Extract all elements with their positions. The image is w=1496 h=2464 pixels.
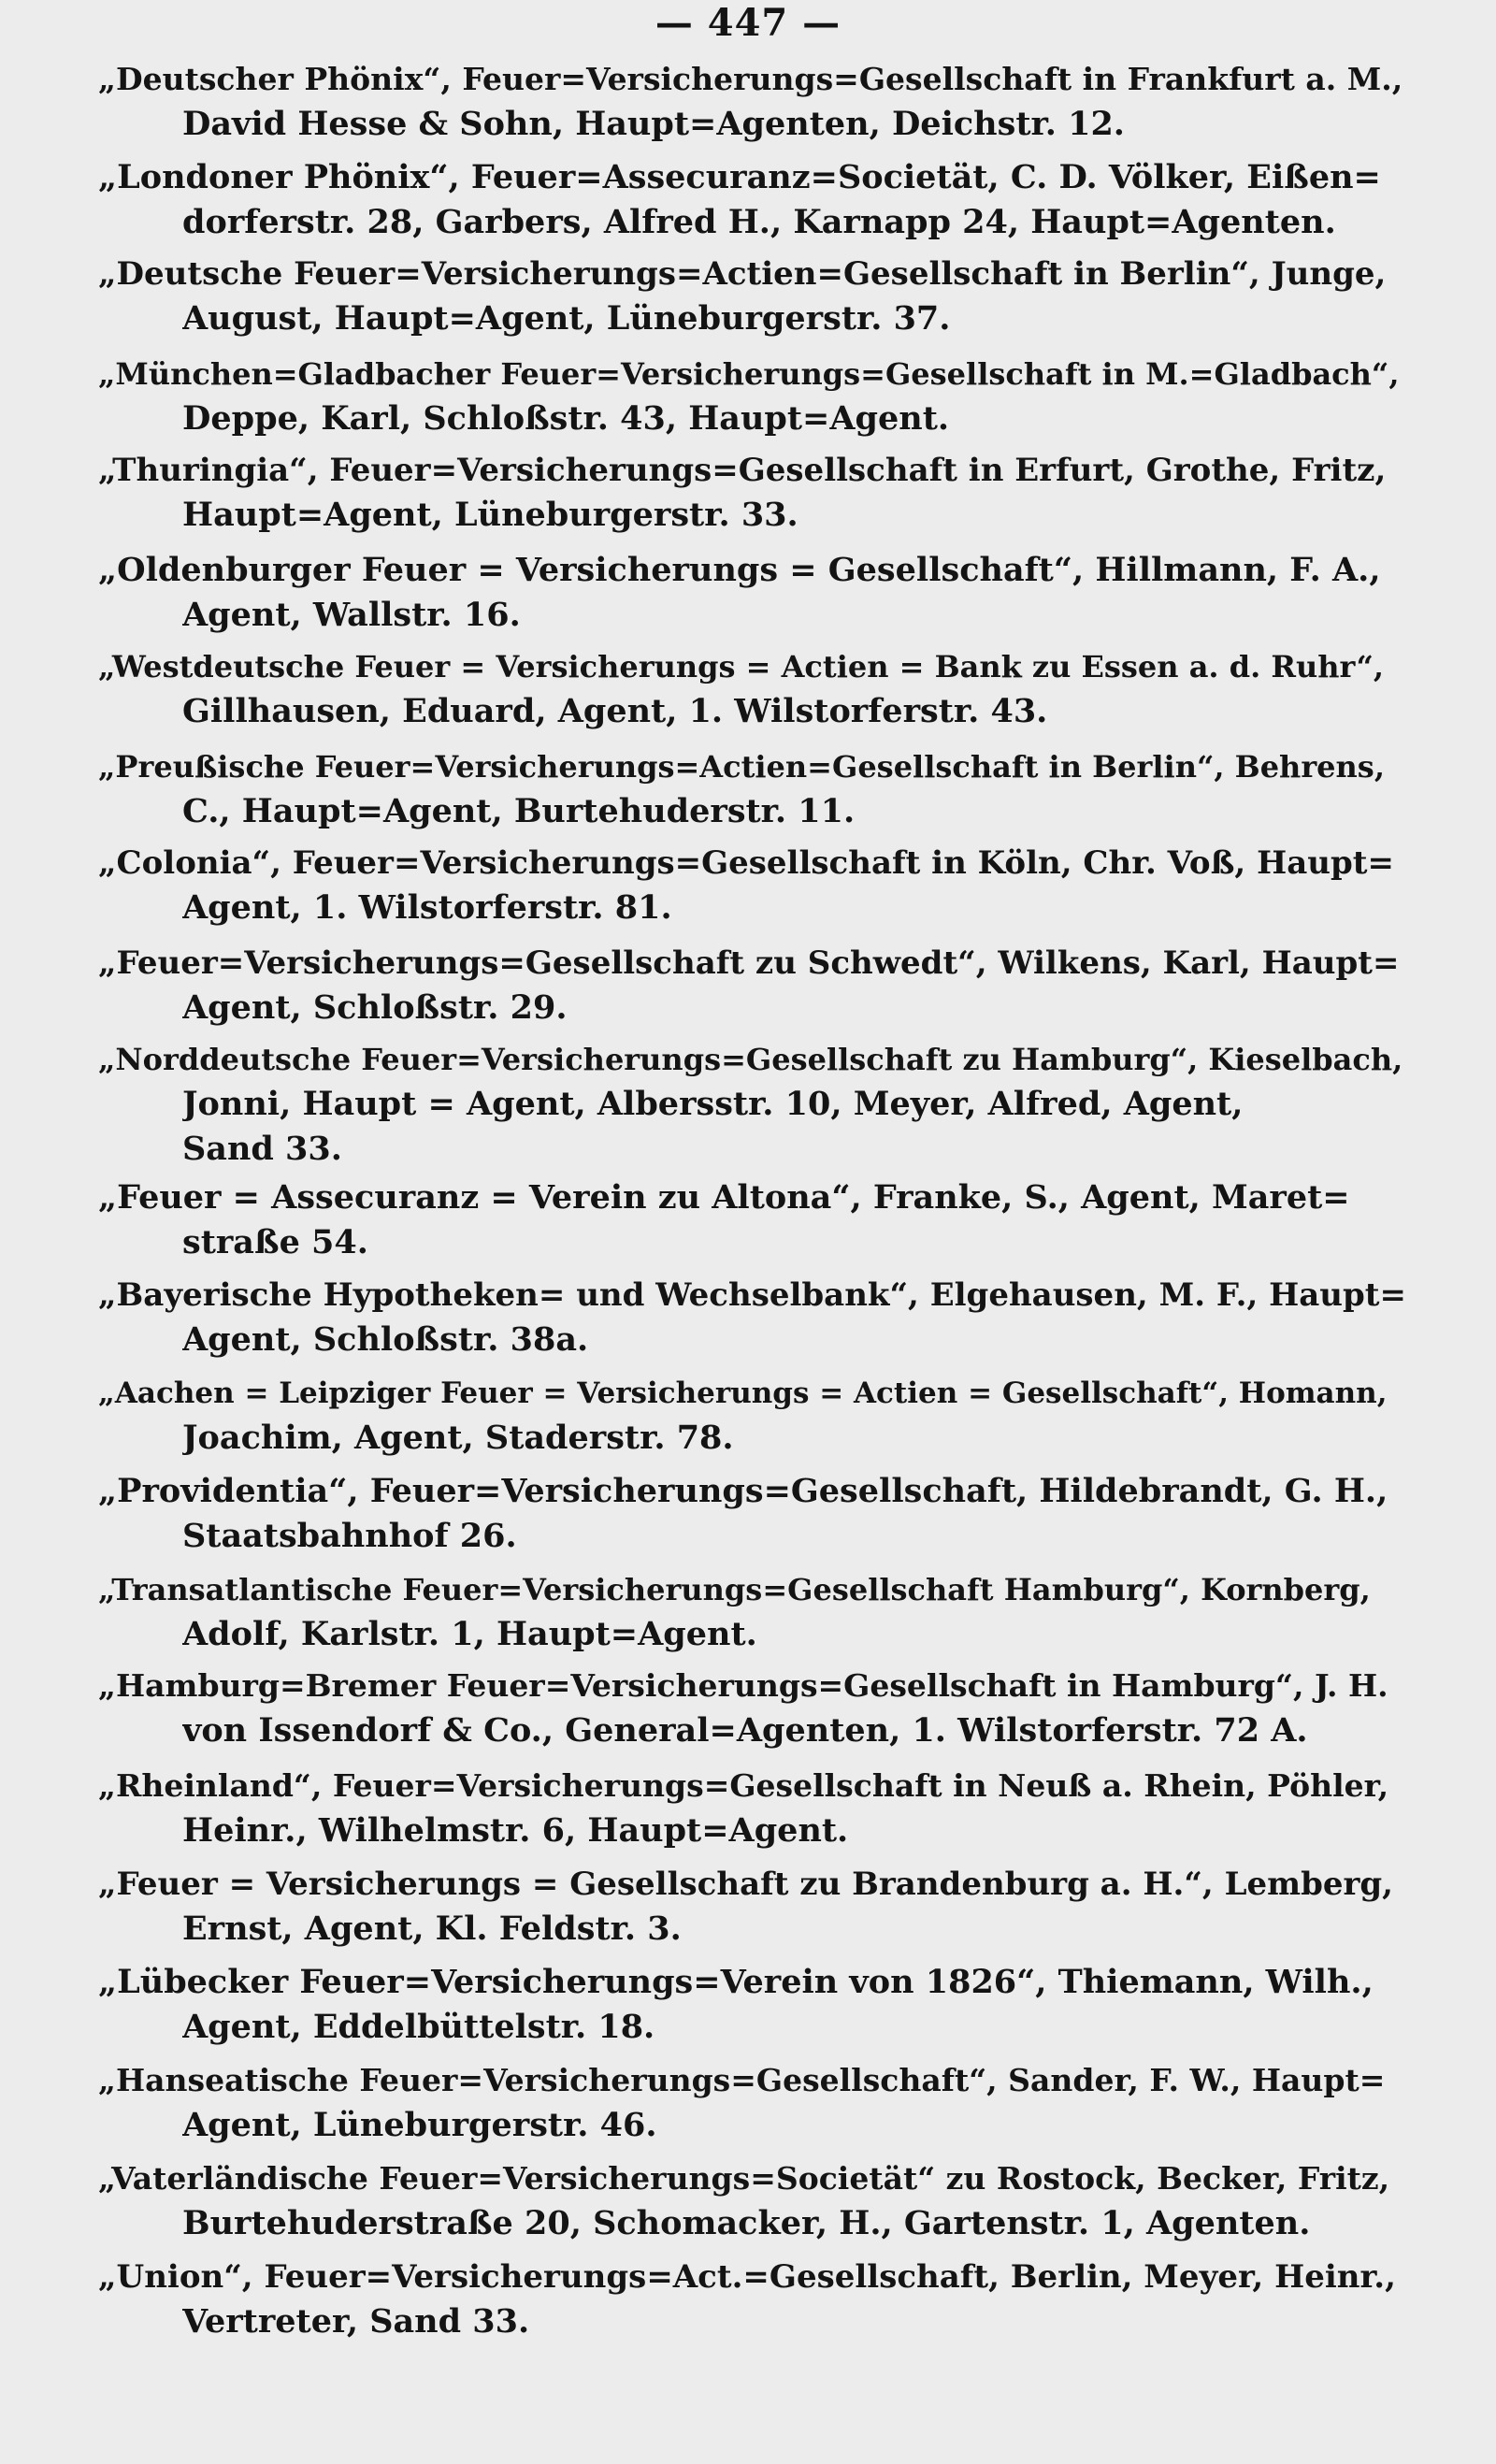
entry-first-line: „Lübecker Feuer=Versicherungs=Verein von 1826“, Thiemann, Wilh., [98,1963,1374,2001]
entry-first-line: „Norddeutsche Feuer=Versicherungs=Gesellschaft zu Hamburg“, Kieselbach, [98,1042,1403,1077]
entry-continuation-line: Joachim, Agent, Staderstr. 78. [182,1419,734,1457]
entry-first-line: „Oldenburger Feuer = Versicherungs = Gesellschaft“, Hillmann, F. A., [98,551,1381,589]
page-number: — 447 — [654,1,842,45]
entry-continuation-line: Adolf, Karlstr. 1, Haupt=Agent. [182,1615,757,1653]
entry-continuation-line: Deppe, Karl, Schloßstr. 43, Haupt=Agent. [182,399,950,438]
entry-first-line: „Feuer = Versicherungs = Gesellschaft zu Brandenburg a. H.“, Lemberg, [98,1866,1394,1903]
entry-continuation-line: Staatsbahnhof 26. [182,1517,517,1555]
entry-first-line: „Transatlantische Feuer=Versicherungs=Gesellschaft Hamburg“, Kornberg, [98,1572,1371,1607]
entry-continuation-line: Burtehuderstraße 20, Schomacker, H., Gartenstr. 1, Agenten. [182,2204,1311,2242]
entry-continuation-line: Gillhausen, Eduard, Agent, 1. Wilstorferstr. 43. [182,692,1048,730]
entry-first-line: „Thuringia“, Feuer=Versicherungs=Gesellschaft in Erfurt, Grothe, Fritz, [98,452,1387,489]
entry-first-line: „Rheinland“, Feuer=Versicherungs=Gesellschaft in Neuß a. Rhein, Pöhler, [98,1767,1389,1804]
entry-continuation-line: dorferstr. 28, Garbers, Alfred H., Karnapp 24, Haupt=Agenten. [182,203,1336,241]
entry-first-line: „Deutscher Phönix“, Feuer=Versicherungs=Gesellschaft in Frankfurt a. M., [98,61,1403,97]
entry-continuation-line: straße 54. [182,1223,368,1261]
entry-continuation-line: Agent, Wallstr. 16. [182,596,521,634]
entry-continuation-line: C., Haupt=Agent, Burtehuderstr. 11. [182,792,856,830]
entry-continuation-line: Agent, Schloßstr. 38a. [182,1320,589,1359]
entry-continuation-line: Agent, Lüneburgerstr. 46. [182,2106,657,2144]
entry-first-line: „Bayerische Hypotheken= und Wechselbank“, Elgehausen, M. F., Haupt= [98,1276,1406,1314]
entry-first-line: „Hamburg=Bremer Feuer=Versicherungs=Gesellschaft in Hamburg“, J. H. [98,1667,1388,1704]
entry-continuation-line: Agent, Eddelbüttelstr. 18. [182,2008,655,2046]
entry-first-line: „München=Gladbacher Feuer=Versicherungs=Gesellschaft in M.=Gladbach“, [98,356,1400,392]
entry-continuation-line: Agent, 1. Wilstorferstr. 81. [182,888,672,927]
entry-continuation-line: Sand 33. [182,1130,342,1168]
entry-first-line: „Aachen = Leipziger Feuer = Versicherungs = Actien = Gesellschaft“, Homann, [98,1376,1388,1410]
entry-first-line: „Deutsche Feuer=Versicherungs=Actien=Gesellschaft in Berlin“, Junge, [98,255,1387,293]
entry-first-line: „Vaterländische Feuer=Versicherungs=Societät“ zu Rostock, Becker, Fritz, [98,2160,1390,2197]
entry-continuation-line: August, Haupt=Agent, Lüneburgerstr. 37. [182,299,951,338]
entry-first-line: „Colonia“, Feuer=Versicherungs=Gesellschaft in Köln, Chr. Voß, Haupt= [98,844,1394,882]
entry-continuation-line: von Issendorf & Co., General=Agenten, 1. Wilstorferstr. 72 A. [182,1711,1308,1750]
entry-first-line: „Feuer=Versicherungs=Gesellschaft zu Schwedt“, Wilkens, Karl, Haupt= [98,944,1400,982]
entry-continuation-line: Ernst, Agent, Kl. Feldstr. 3. [182,1909,682,1948]
entry-continuation-line: Haupt=Agent, Lüneburgerstr. 33. [182,496,798,534]
entry-first-line: „Preußische Feuer=Versicherungs=Actien=Gesellschaft in Berlin“, Behrens, [98,749,1385,785]
entry-continuation-line: Jonni, Haupt = Agent, Albersstr. 10, Meyer, Alfred, Agent, [182,1085,1244,1123]
entry-continuation-line: Agent, Schloßstr. 29. [182,988,568,1027]
entry-first-line: „Londoner Phönix“, Feuer=Assecuranz=Societät, C. D. Völker, Eißen= [98,158,1381,196]
entry-first-line: „Westdeutsche Feuer = Versicherungs = Actien = Bank zu Essen a. d. Ruhr“, [98,649,1385,684]
entry-continuation-line: Heinr., Wilhelmstr. 6, Haupt=Agent. [182,1811,849,1850]
entry-first-line: „Union“, Feuer=Versicherungs=Act.=Gesellschaft, Berlin, Meyer, Heinr., [98,2258,1396,2296]
entry-first-line: „Hanseatische Feuer=Versicherungs=Gesellschaft“, Sander, F. W., Haupt= [98,2062,1386,2098]
entry-first-line: „Feuer = Assecuranz = Verein zu Altona“, Franke, S., Agent, Maret= [98,1178,1350,1217]
entry-continuation-line: David Hesse & Sohn, Haupt=Agenten, Deichstr. 12. [182,105,1125,143]
entry-first-line: „Providentia“, Feuer=Versicherungs=Gesellschaft, Hildebrandt, G. H., [98,1472,1388,1510]
entry-continuation-line: Vertreter, Sand 33. [182,2302,530,2341]
